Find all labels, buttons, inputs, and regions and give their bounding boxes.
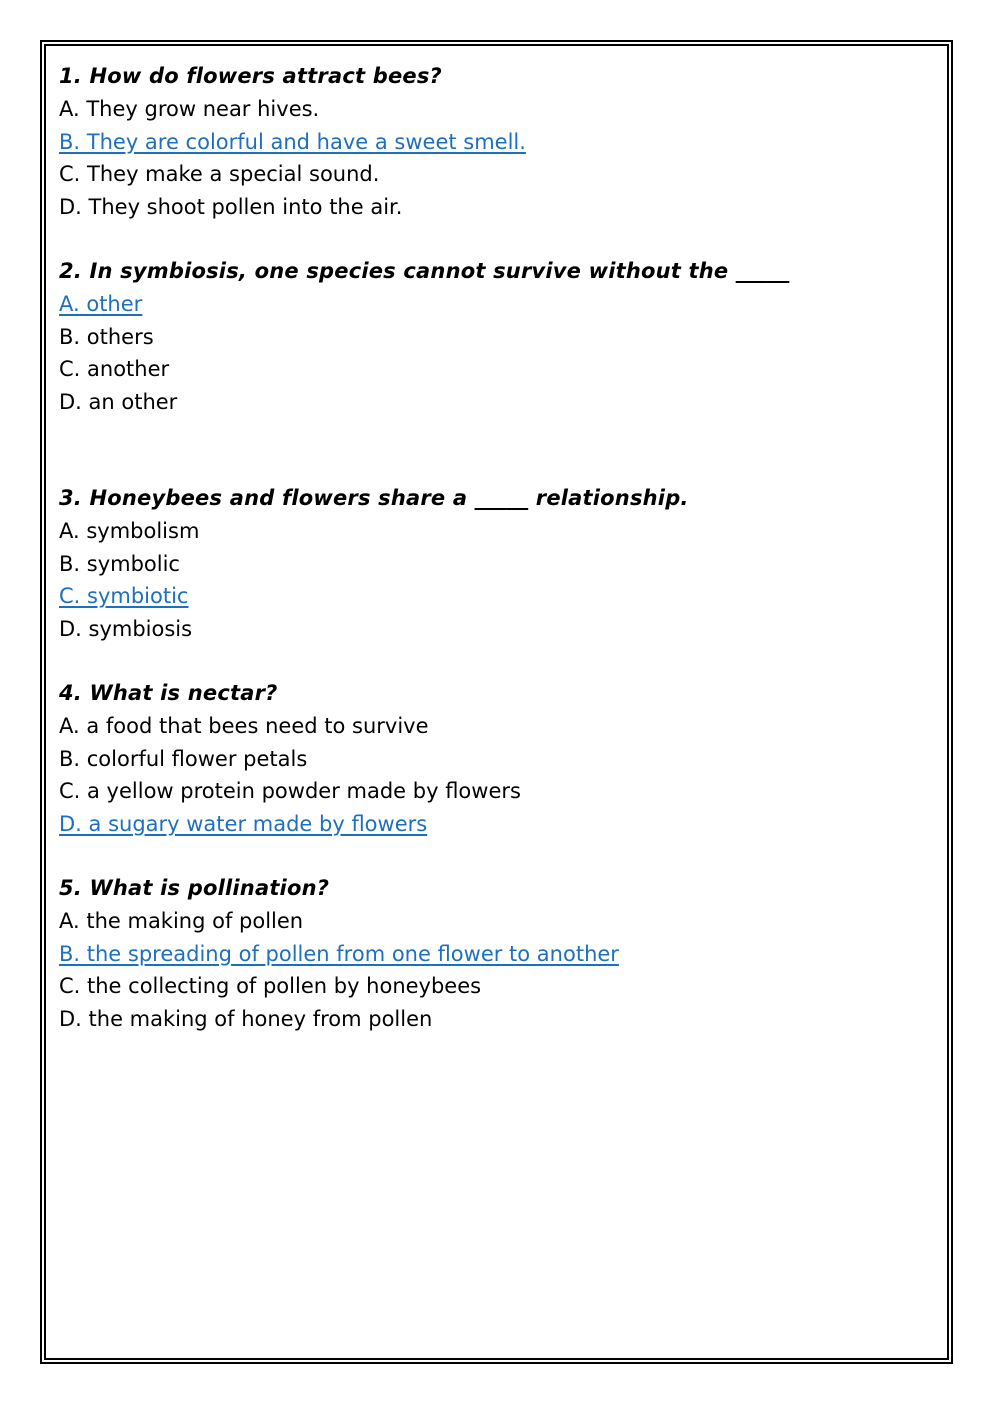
answer-option-correct: B. They are colorful and have a sweet smell. [59,129,526,154]
answer-option-correct: C. symbiotic [59,584,189,608]
question-title: 2. In symbiosis, one species cannot survive without the _____ [59,259,790,283]
answer-option: A. They grow near hives. [59,97,320,121]
answer-option: C. another [59,357,170,381]
answer-option: B. colorful flower petals [59,746,308,771]
answer-option-correct: A. other [59,292,143,316]
spacer [59,840,929,872]
answer-option: C. a yellow protein powder made by flowers [59,779,521,803]
answer-option: B. symbolic [59,551,180,576]
quiz-content [59,60,929,1035]
answer-option: B. others [59,324,154,349]
answer-option: D. They shoot pollen into the air. [59,194,403,219]
question-title: 4. What is nectar? [59,681,278,705]
answer-option: A. symbolism [59,519,200,543]
question-2 [59,255,929,418]
answer-option-correct: D. a sugary water made by flowers [59,811,428,836]
answer-option: D. symbiosis [59,616,193,641]
question-title: 3. Honeybees and flowers share a _____ relationship. [59,486,689,510]
question-1 [59,60,929,223]
answer-option: C. the collecting of pollen by honeybees [59,974,482,998]
answer-option: C. They make a special sound. [59,162,380,186]
question-3 [59,482,929,645]
answer-option-correct: B. the spreading of pollen from one flower to another [59,941,619,966]
answer-option: A. the making of pollen [59,909,304,933]
question-title: 5. What is pollination? [59,876,330,900]
question-title: 1. How do flowers attract bees? [59,64,442,88]
answer-option: D. the making of honey from pollen [59,1006,433,1031]
question-4 [59,677,929,840]
answer-option: D. an other [59,389,178,414]
question-5 [59,872,929,1035]
spacer [59,223,929,255]
answer-option: A. a food that bees need to survive [59,714,429,738]
spacer [59,418,929,482]
spacer [59,645,929,677]
